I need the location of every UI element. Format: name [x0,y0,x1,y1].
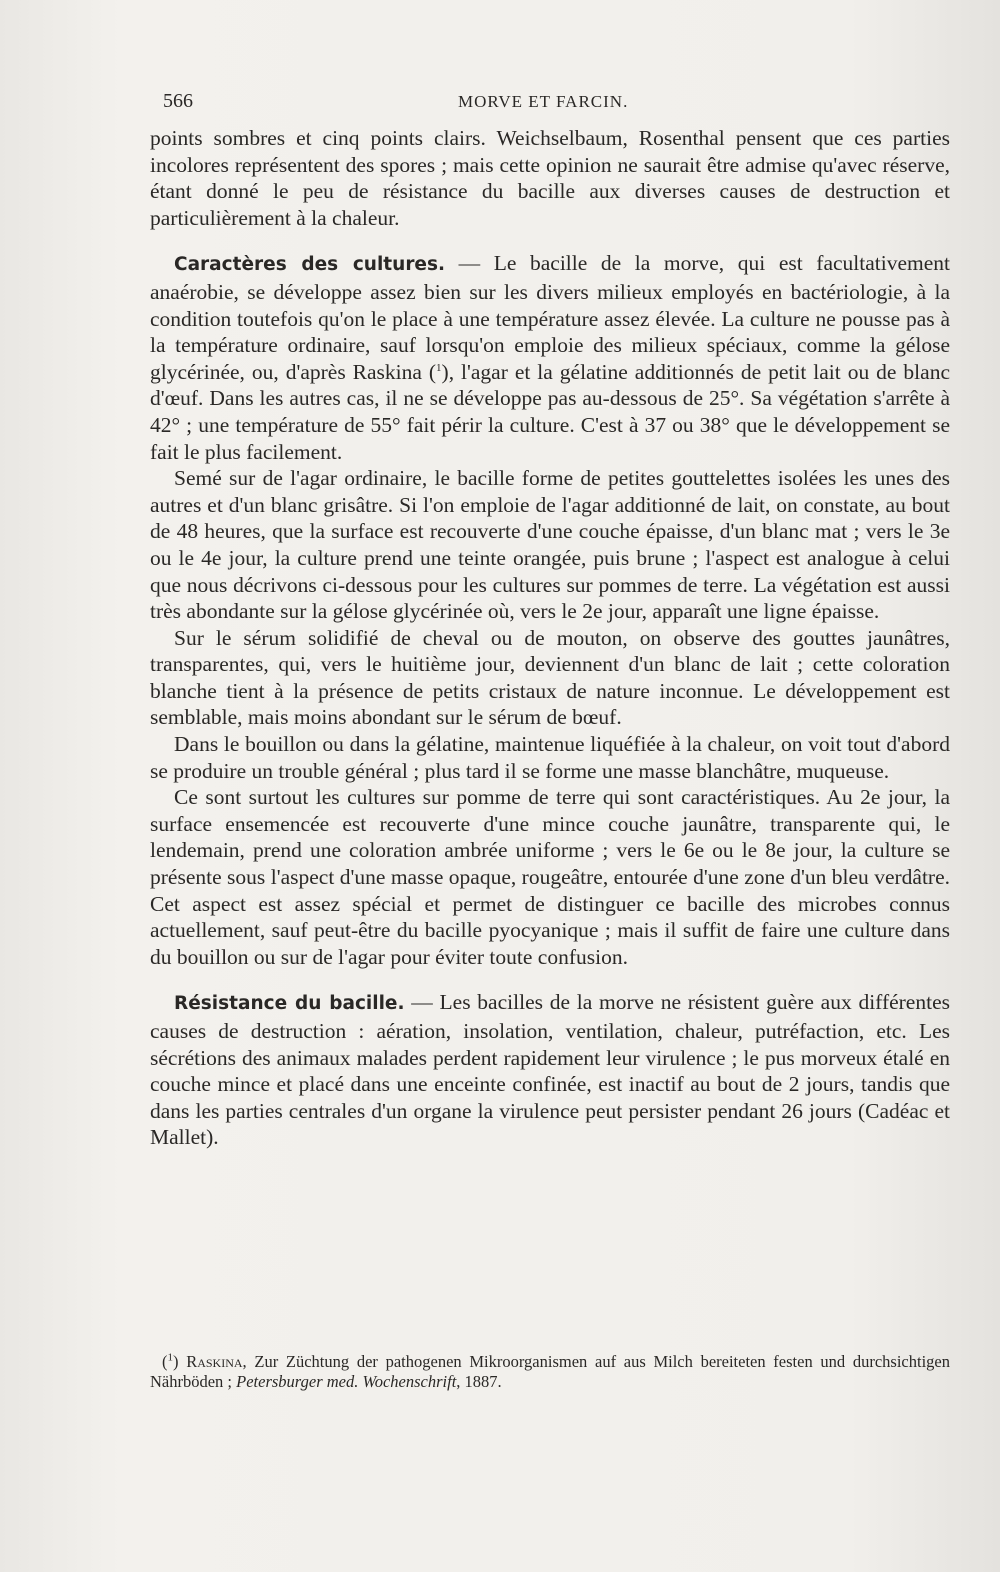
footnote-reference[interactable]: 1 [436,361,442,374]
paragraph-cultures [150,250,950,465]
footnote-journal: Petersburger med. Wochenschrift [236,1372,457,1391]
running-head: MORVE ET FARCIN. [458,92,629,111]
paragraph-resistance [150,989,950,1151]
paragraph-pomme-de-terre: Ce sont surtout les cultures sur pomme de terre qui sont caractéristiques. Au 2e jour, la surface ensemencée est recouverte d'une mince couche jaunâtre, transparente qui, le lendemain, prend une coloration ambrée uniforme ; vers le 6e ou le 8e jour, la culture se présente sous l'aspect d'une masse opaque, rougeâtre, entourée d'une zone d'un bleu verdâtre. Cet aspect est assez spécial et permet de distinguer ce bacille des microbes connus actuellement, sauf peut-être du bacille pyocyanique ; mais il suffit de faire une culture dans du bouillon ou sur de l'agar pour éviter toute confusion. [150,785,950,969]
paragraph-resistance-text: — Les bacilles de la morve ne résistent guère aux différentes causes de destruction : aération, insolation, ventilation, chaleur, putréfaction, etc. Les sécrétions des animaux malades perdent rapidement leur virulence ; le pus morveux étalé en couche mince et placé dans une enceinte confinée, est inactif au bout de 2 jours, tandis que dans les parties centrales d'un organe la virulence peut persister pendant 26 jours (Cadéac et Mallet). [150,990,950,1150]
footnote-year: , 1887. [456,1372,502,1391]
section-heading-cultures: Caractères des cultures. [174,254,446,276]
paragraph-cultures-text-b: ), l'agar et la gélatine additionnés de petit lait ou de blanc d'œuf. Dans les autres cas, il ne se développe pas au-dessous de 25°. Sa végétation s'arrête à 42° ; une température de 55° fait périr la culture. C'est à 37 ou 38° que le développement se fait le plus facilement. [150,359,950,464]
footnote-1: ($^1$) Raskina, Zur Züchtung der pathogenen Mikroorganismen auf aus Milch bereiteten festen und durchsichtigen Nährböden ; Petersburger med. Wochenschrift, 1887. [150,1351,950,1391]
paragraph-1: points sombres et cinq points clairs. Weichselbaum, Rosenthal pensent que ces parties incolores représentent des spores ; mais cette opinion ne saurait être admise qu'avec réserve, étant donné le peu de résistance du bacille aux diverses causes de destruction et particulièrement à la chaleur. [150,126,950,230]
footnote-text: , Zur Züchtung der pathogenen Mikroorganismen auf aus Milch bereiteten festen und durchsichtigen Nährböden ; [150,1352,950,1391]
paragraph-bouillon: Dans le bouillon ou dans la gélatine, maintenue liquéfiée à la chaleur, on voit tout d'abord se produire un trouble général ; plus tard il se forme une masse blanchâtre, muqueuse. [150,732,950,783]
footnotes [150,1352,950,1392]
footnote-author: Raskina [186,1352,243,1371]
page-header [163,90,950,116]
paragraph-serum: Sur le sérum solidifié de cheval ou de mouton, on observe des gouttes jaunâtres, transparentes, qui, vers le huitième jour, deviennent d'un blanc de lait ; cette coloration blanche tient à la présence de petits cristaux de nature inconnue. Le développement est semblable, mais moins abondant sur le sérum de bœuf. [150,625,950,730]
section-heading-resistance: Résistance du bacille. [174,993,405,1015]
footnote-marker: 1 [167,1351,173,1364]
main-text [150,125,950,1151]
page-number: 566 [163,90,193,112]
paragraph-agar: Semé sur de l'agar ordinaire, le bacille forme de petites gouttelettes isolées les unes des autres et d'un blanc grisâtre. Si l'on emploie de l'agar additionné de lait, on constate, au bout de 48 heures, que la surface est recouverte d'une couche épaisse, d'un blanc mat ; vers le 3e ou le 4e jour, la culture prend une teinte orangée, puis brune ; l'aspect est analogue à celui que nous décrivons ci-dessous pour les cultures sur pommes de terre. La végétation est aussi très abondante sur la gélose glycérinée où, vers le 2e jour, apparaît une ligne épaisse. [150,466,950,624]
paragraph-cultures-text-a: — Le bacille de la morve, qui est facultativement anaérobie, se développe assez bien sur les divers milieux employés en bactériologie, à la condition toutefois qu'on le place à une température assez élevée. La culture ne pousse pas à la température ordinaire, sauf lorsqu'on emploie des milieux spéciaux, comme la gélose glycérinée, ou, d'après Raskina ( [150,251,951,384]
